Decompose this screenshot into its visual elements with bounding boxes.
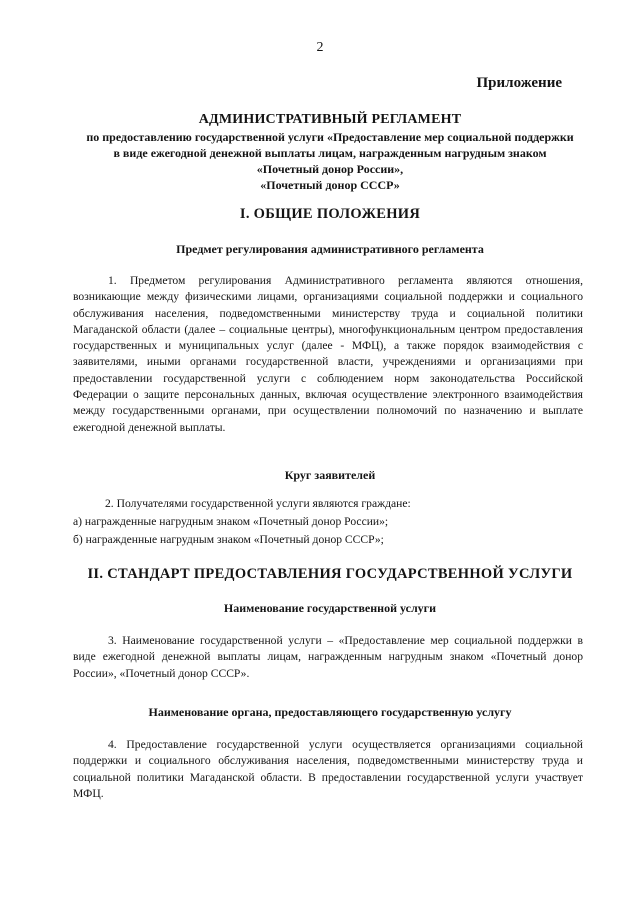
paragraph-3: 3. Наименование государственной услуги – «Предоставление мер социальной поддержки в виде ежегодной денежной выплаты лицам, награжденным нагрудным знаком «Почетный донор России», «Почетный донор СССР». (73, 634, 583, 680)
document-subtitle (60, 129, 600, 193)
document-title: АДМИНИСТРАТИВНЫЙ РЕГЛАМЕНТ (198, 112, 462, 127)
subtitle-line: по предоставлению государственной услуги «Предоставление мер социальной поддержки (86, 130, 574, 144)
appendix-label: Приложение (476, 75, 562, 91)
paragraph-4: 4. Предоставление государственной услуги осуществляется организациями социальной поддержки и социального обслуживания населения, подведомственными министерству труда и социальной политики Магаданской области. В предоставлении государственной услуги участвует МФЦ. (73, 738, 583, 800)
section-2-heading: II. СТАНДАРТ ПРЕДОСТАВЛЕНИЯ ГОСУДАРСТВЕННОЙ УСЛУГИ (87, 566, 573, 582)
paragraph-1: 1. Предметом регулирования Административного регламента являются отношения, возникающие между физическими лицами, организациями социальной поддержки и социального обслуживания населения, подведомственными министерству труда и социальной политики Магаданской области (далее – социальные центры), многофункциональным центром предоставления государственных и муниципальных услуг (далее - МФЦ), а также порядок взаимодействия с заявителями, иными органами государственной власти, учреждениями и организациями при предоставлении государственной услуги с соблюдением норм законодательства Российской Федерации о защите персональных данных, включая осуществление электронного взаимодействия между государственными органами, при осуществлении полномочий по назначению и выплате ежегодной денежной выплаты. (73, 274, 583, 434)
applicant-item-a: а) награжденные нагрудным знаком «Почетный донор России»; (73, 515, 389, 528)
subtitle-line: в виде ежегодной денежной выплаты лицам, награжденным нагрудным знаком (113, 146, 547, 160)
section-1-heading: I. ОБЩИЕ ПОЛОЖЕНИЯ (239, 206, 421, 222)
subtitle-line: «Почетный донор СССР» (260, 178, 400, 192)
subtitle-line: «Почетный донор России», (256, 162, 404, 176)
applicant-item-b: б) награжденные нагрудным знаком «Почетный донор СССР»; (73, 533, 384, 546)
section-2-subheading-service-name: Наименование государственной услуги (223, 601, 437, 615)
paragraph-2: 2. Получателями государственной услуги являются граждане: (105, 497, 411, 510)
page-number: 2 (316, 40, 324, 55)
section-1-subheading-applicants: Круг заявителей (284, 468, 376, 482)
section-2-subheading-authority: Наименование органа, предоставляющего государственную услугу (148, 705, 512, 719)
section-1-subheading-subject: Предмет регулирования административного регламента (176, 242, 484, 256)
